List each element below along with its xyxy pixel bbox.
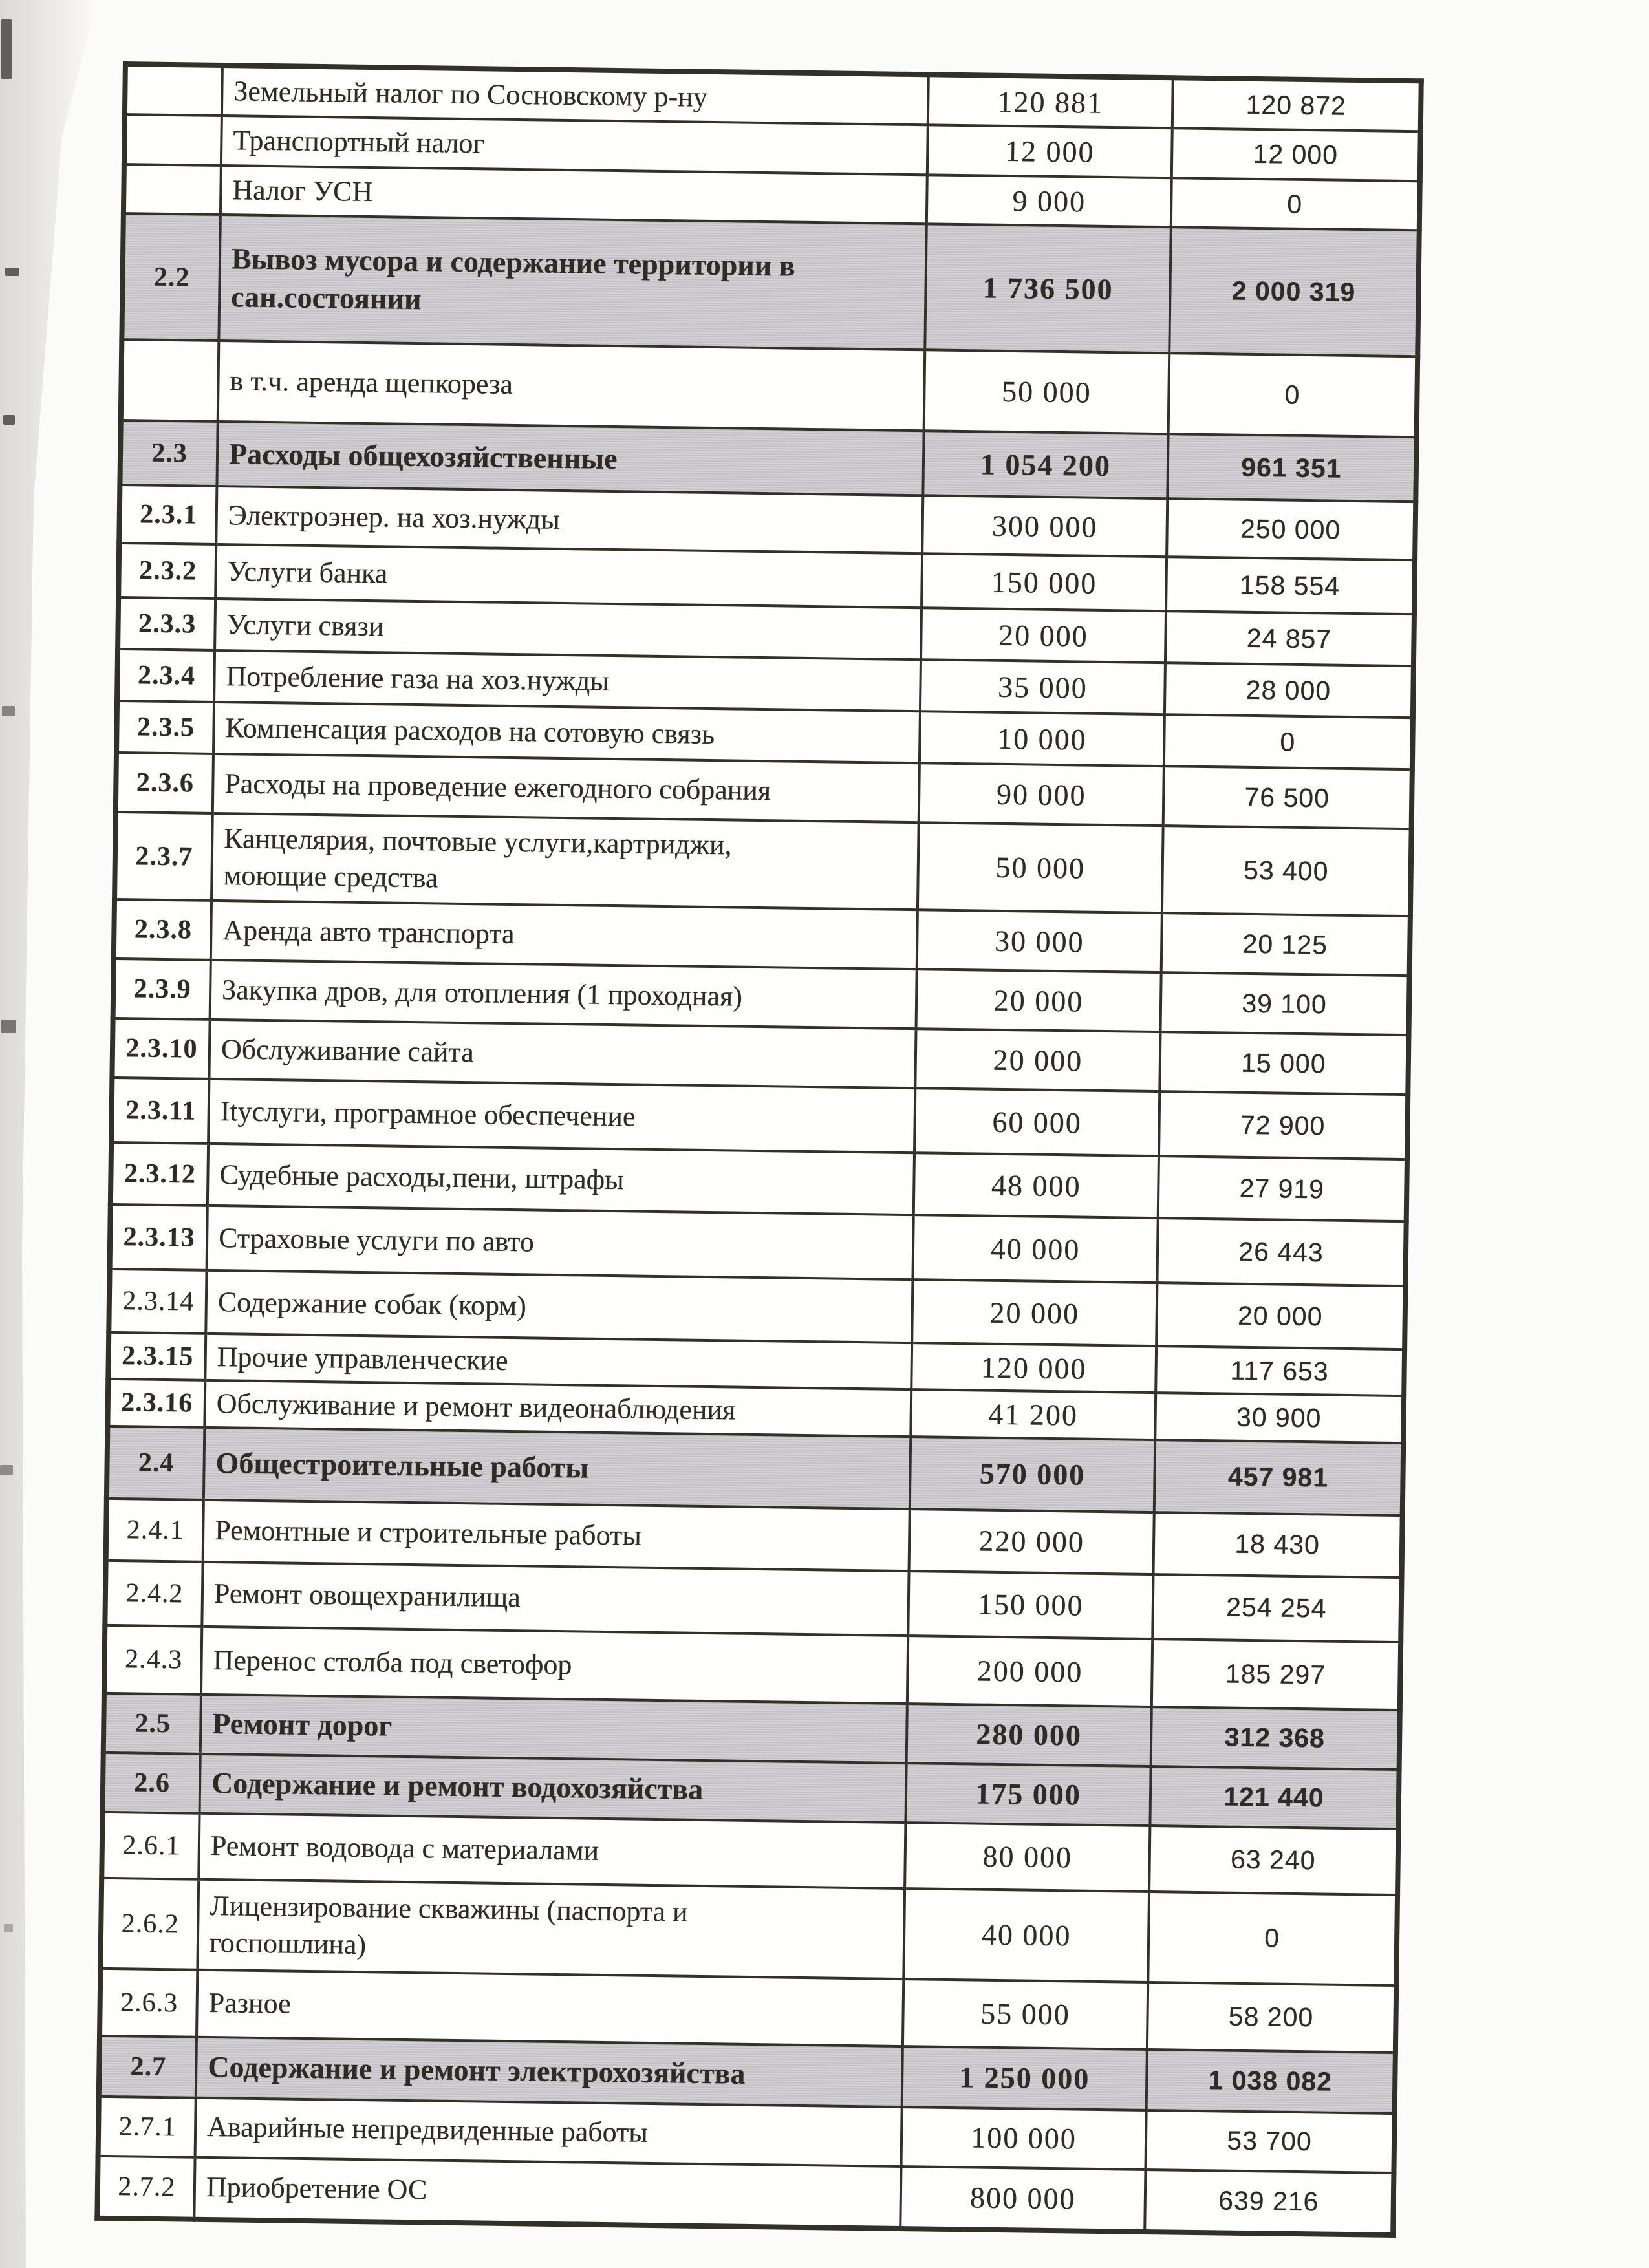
actual-amount-cell: 117 653 <box>1156 1346 1405 1396</box>
planned-amount-cell: 150 000 <box>921 553 1167 611</box>
row-number-cell: 2.2 <box>122 213 221 341</box>
row-number-cell: 2.3 <box>120 420 217 486</box>
planned-amount-cell: 300 000 <box>922 495 1167 557</box>
row-number-cell: 2.3.4 <box>117 649 215 702</box>
actual-amount-cell: 250 000 <box>1167 498 1416 560</box>
actual-amount-cell: 63 240 <box>1149 1826 1398 1895</box>
planned-amount-cell: 20 000 <box>915 1029 1160 1091</box>
row-number-cell <box>124 164 221 215</box>
item-label-cell: Itуслуги, програмное обеспечение <box>208 1079 915 1153</box>
planned-amount-cell: 220 000 <box>909 1509 1154 1574</box>
row-number-cell: 2.3.2 <box>118 543 216 599</box>
item-label-cell: Ремонт водовода с материалами <box>199 1813 905 1888</box>
table-row <box>114 812 1412 916</box>
row-number-cell: 2.3.8 <box>114 899 211 960</box>
budget-table-body <box>97 64 1421 2235</box>
actual-amount-cell: 58 200 <box>1147 1982 1396 2053</box>
actual-amount-cell: 20 000 <box>1156 1283 1405 1349</box>
planned-amount-cell: 10 000 <box>920 711 1165 766</box>
planned-amount-cell: 40 000 <box>912 1215 1158 1283</box>
item-label-cell: Разное <box>197 1969 903 2046</box>
item-label-cell: Расходы общехозяйственные <box>217 422 923 495</box>
row-number-cell: 2.3.10 <box>112 1018 210 1079</box>
planned-amount-cell: 120 881 <box>928 74 1173 128</box>
actual-amount-cell: 0 <box>1148 1892 1397 1985</box>
actual-amount-cell: 15 000 <box>1159 1032 1408 1095</box>
planned-amount-cell: 120 000 <box>911 1343 1156 1393</box>
item-label-cell: Вывоз мусора и содержание территории в сан.состоянии <box>219 215 926 350</box>
planned-amount-cell: 41 200 <box>911 1389 1156 1439</box>
row-number-cell: 2.7.2 <box>97 2156 195 2219</box>
actual-amount-cell: 76 500 <box>1163 766 1412 829</box>
planned-amount-cell: 175 000 <box>905 1763 1150 1826</box>
actual-amount-cell: 0 <box>1169 353 1418 437</box>
row-number-cell <box>121 339 219 422</box>
planned-amount-cell: 1 736 500 <box>925 224 1171 353</box>
item-label-cell: Судебные расходы,пени, штрафы <box>208 1144 914 1215</box>
planned-amount-cell: 90 000 <box>919 763 1164 826</box>
item-label-cell: Услуги связи <box>215 599 921 659</box>
planned-amount-cell: 800 000 <box>900 2166 1145 2232</box>
row-number-cell: 2.4.1 <box>106 1498 204 1561</box>
row-number-cell: 2.3.15 <box>108 1332 206 1380</box>
row-number-cell: 2.6 <box>103 1752 200 1813</box>
item-label-cell: Содержание и ремонт водохозяйства <box>200 1753 907 1822</box>
item-label-cell: Лицензирование скважины (паспорта и госпошлина) <box>197 1879 905 1978</box>
row-number-cell: 2.4.2 <box>105 1560 202 1626</box>
row-number-cell: 2.7.1 <box>98 2096 196 2157</box>
planned-amount-cell: 20 000 <box>921 608 1166 663</box>
row-number-cell: 2.3.5 <box>116 701 214 754</box>
item-label-cell: Расходы на проведение ежегодного собрания <box>213 754 920 822</box>
row-number-cell: 2.3.9 <box>113 959 211 1020</box>
actual-amount-cell: 72 900 <box>1159 1091 1408 1159</box>
item-label-cell: Обслуживание сайта <box>209 1020 916 1088</box>
item-label-cell: Содержание собак (корм) <box>206 1270 912 1343</box>
planned-amount-cell: 80 000 <box>905 1823 1150 1892</box>
row-number-cell: 2.3.14 <box>109 1269 206 1334</box>
actual-amount-cell: 18 430 <box>1154 1512 1403 1578</box>
row-number-cell <box>125 64 222 116</box>
planned-amount-cell: 50 000 <box>918 822 1163 913</box>
item-label-cell: Общестроительные работы <box>204 1427 911 1508</box>
item-label-cell: Содержание и ремонт электрохозяйства <box>196 2037 903 2106</box>
row-number-cell: 2.4.3 <box>104 1625 202 1694</box>
row-number-cell: 2.3.1 <box>119 485 217 544</box>
item-label-cell: Услуги банка <box>215 544 922 608</box>
actual-amount-cell: 120 872 <box>1172 78 1421 131</box>
planned-amount-cell: 40 000 <box>903 1888 1149 1982</box>
planned-amount-cell: 60 000 <box>914 1088 1159 1156</box>
item-label-cell: Потребление газа на хоз.нужды <box>214 650 921 711</box>
budget-table <box>94 61 1424 2238</box>
row-number-cell: 2.3.12 <box>111 1142 208 1206</box>
table-row <box>100 1878 1397 1985</box>
actual-amount-cell: 28 000 <box>1165 663 1414 718</box>
actual-amount-cell: 457 981 <box>1154 1440 1403 1515</box>
planned-amount-cell: 35 000 <box>920 659 1165 714</box>
item-label-cell: Перенос столба под светофор <box>201 1626 908 1703</box>
item-label-cell: Аренда авто транспорта <box>211 901 918 969</box>
item-label-cell: Страховые услуги по авто <box>207 1206 914 1279</box>
planned-amount-cell: 30 000 <box>917 910 1162 972</box>
item-label-cell: Приобретение ОС <box>194 2157 901 2228</box>
row-number-cell: 2.3.11 <box>111 1078 209 1144</box>
planned-amount-cell: 12 000 <box>927 125 1172 178</box>
table-row <box>122 213 1419 356</box>
actual-amount-cell: 20 125 <box>1161 913 1410 976</box>
planned-amount-cell: 55 000 <box>903 1979 1148 2049</box>
actual-amount-cell: 312 368 <box>1151 1707 1400 1770</box>
item-label-cell: Закупка дров, для отопления (1 проходная) <box>210 960 917 1029</box>
actual-amount-cell: 254 254 <box>1152 1574 1401 1642</box>
item-label-cell: Обслуживание и ремонт видеонаблюдения <box>204 1380 911 1437</box>
actual-amount-cell: 1 038 082 <box>1147 2049 1396 2113</box>
row-number-cell: 2.6.1 <box>102 1812 199 1879</box>
planned-amount-cell: 20 000 <box>912 1279 1157 1346</box>
planned-amount-cell: 50 000 <box>924 350 1170 434</box>
actual-amount-cell: 53 700 <box>1145 2110 1394 2173</box>
actual-amount-cell: 158 554 <box>1166 557 1415 614</box>
actual-amount-cell: 12 000 <box>1172 128 1421 181</box>
planned-amount-cell: 1 250 000 <box>902 2046 1147 2110</box>
actual-amount-cell: 121 440 <box>1150 1766 1399 1829</box>
planned-amount-cell: 200 000 <box>907 1636 1152 1707</box>
planned-amount-cell: 48 000 <box>914 1153 1159 1218</box>
item-label-cell: Аварийные непредвиденные работы <box>195 2097 902 2166</box>
actual-amount-cell: 24 857 <box>1165 611 1414 666</box>
item-label-cell: Электроэнер. на хоз.нужды <box>216 486 923 553</box>
planned-amount-cell: 150 000 <box>908 1571 1153 1639</box>
item-label-cell: Транспортный налог <box>221 116 928 175</box>
actual-amount-cell: 185 297 <box>1152 1639 1401 1710</box>
item-label-cell: Компенсация расходов на сотовую связь <box>213 702 920 763</box>
item-label-cell: Прочие управленческие <box>205 1334 912 1390</box>
actual-amount-cell: 26 443 <box>1157 1218 1406 1286</box>
planned-amount-cell: 280 000 <box>907 1704 1152 1766</box>
item-label-cell: Налог УСН <box>221 166 927 224</box>
actual-amount-cell: 0 <box>1164 714 1413 769</box>
planned-amount-cell: 100 000 <box>901 2107 1146 2170</box>
item-label-cell: Ремонт овощехранилища <box>202 1561 909 1635</box>
planned-amount-cell: 570 000 <box>910 1437 1155 1512</box>
actual-amount-cell: 961 351 <box>1167 434 1416 502</box>
actual-amount-cell: 53 400 <box>1162 826 1412 916</box>
actual-amount-cell: 0 <box>1171 178 1420 230</box>
row-number-cell: 2.3.16 <box>107 1379 205 1427</box>
row-number-cell: 2.3.6 <box>116 753 213 813</box>
planned-amount-cell: 20 000 <box>916 969 1161 1032</box>
actual-amount-cell: 30 900 <box>1155 1393 1404 1442</box>
row-number-cell: 2.3.7 <box>114 812 213 901</box>
item-label-cell: Ремонт дорог <box>200 1694 907 1762</box>
actual-amount-cell: 2 000 319 <box>1169 227 1419 356</box>
planned-amount-cell: 1 054 200 <box>923 431 1168 498</box>
actual-amount-cell: 639 216 <box>1145 2170 1394 2235</box>
item-label-cell: в т.ч. аренда щепкореза <box>218 341 925 431</box>
row-number-cell: 2.4 <box>107 1426 204 1499</box>
actual-amount-cell: 27 919 <box>1158 1156 1407 1221</box>
row-number-cell: 2.6.2 <box>100 1878 199 1969</box>
row-number-cell: 2.5 <box>103 1693 201 1753</box>
row-number-cell: 2.6.3 <box>100 1968 197 2037</box>
item-label-cell: Канцелярия, почтовые услуги,картриджи, моющие средства <box>211 813 919 910</box>
row-number-cell: 2.7 <box>99 2035 197 2097</box>
row-number-cell: 2.3.13 <box>110 1204 208 1270</box>
row-number-cell <box>124 114 222 166</box>
actual-amount-cell: 39 100 <box>1160 972 1409 1035</box>
item-label-cell: Земельный налог по Сосновскому р-ну <box>222 65 929 125</box>
planned-amount-cell: 9 000 <box>927 175 1172 227</box>
row-number-cell: 2.3.3 <box>118 597 215 650</box>
item-label-cell: Ремонтные и строительные работы <box>203 1499 910 1570</box>
